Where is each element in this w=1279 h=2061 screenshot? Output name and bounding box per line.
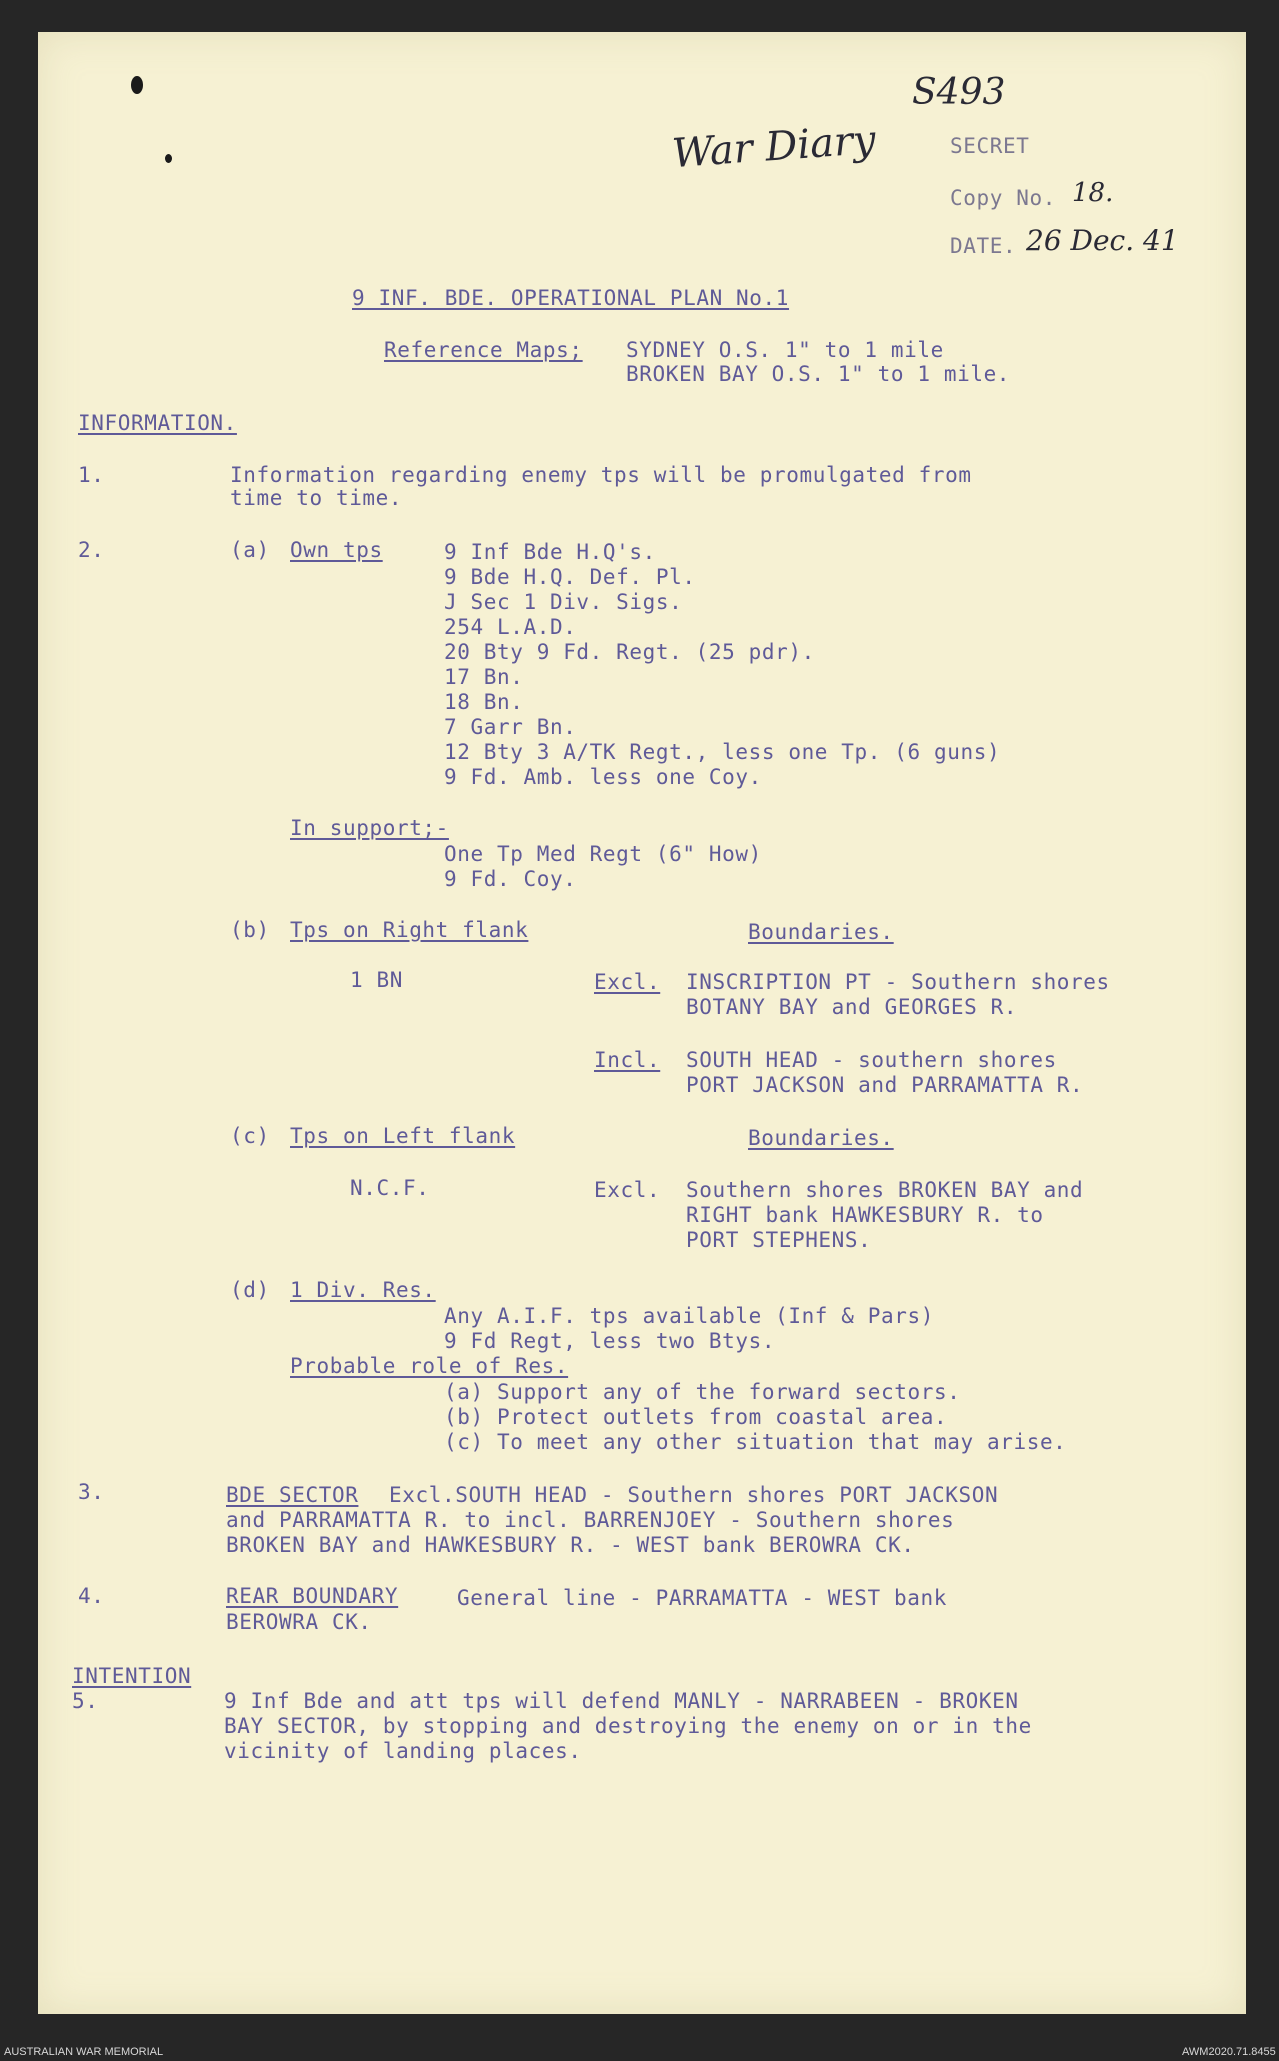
intention-line-2: BAY SECTOR, by stopping and destroying the enemy on or in the (224, 1714, 1032, 1738)
para-3-line-3: BROKEN BAY and HAWKESBURY R. - WEST bank BEROWRA CK. (226, 1533, 915, 1557)
sub-d-label: (d) (230, 1278, 270, 1302)
own-tps-item: 9 Bde H.Q. Def. Pl. (444, 565, 696, 589)
para-3-number: 3. (78, 1480, 105, 1504)
right-excl-line-1: INSCRIPTION PT - Southern shores (686, 970, 1110, 994)
own-tps-item: 7 Garr Bn. (444, 715, 577, 739)
plan-title: 9 INF. BDE. OPERATIONAL PLAN No.1 (352, 286, 790, 310)
role-item: (b) Protect outlets from coastal area. (444, 1405, 948, 1429)
role-item: (c) To meet any other situation that may arise. (444, 1430, 1067, 1454)
right-excl-label: Excl. (594, 970, 661, 994)
reference-maps-label: Reference Maps; (384, 338, 583, 362)
boundaries-heading-right: Boundaries. (748, 920, 894, 944)
support-item: One Tp Med Regt (6" How) (444, 842, 762, 866)
left-excl-label: Excl. (594, 1178, 661, 1202)
intention-heading: INTENTION (72, 1664, 192, 1688)
para-1-line-2: time to time. (230, 486, 403, 510)
reference-map-broken-bay: BROKEN BAY O.S. 1" to 1 mile. (626, 362, 1011, 386)
para-5-number: 5. (72, 1689, 99, 1713)
sub-b-label: (b) (230, 918, 270, 942)
para-3-line-1: Excl.SOUTH HEAD - Southern shores PORT JACKSON (389, 1483, 999, 1507)
punch-hole-top (131, 76, 143, 94)
para-4-line-2: BEROWRA CK. (226, 1610, 372, 1634)
left-excl-line-3: PORT STEPHENS. (686, 1228, 872, 1252)
right-flank-label: Tps on Right flank (290, 918, 529, 942)
right-incl-line-1: SOUTH HEAD - southern shores (686, 1048, 1057, 1072)
own-tps-item: 254 L.A.D. (444, 615, 577, 639)
own-tps-item: 9 Inf Bde H.Q's. (444, 540, 656, 564)
footer-source: AUSTRALIAN WAR MEMORIAL (4, 2046, 164, 2058)
own-tps-item: 17 Bn. (444, 665, 524, 689)
para-2-number: 2. (78, 538, 105, 562)
para-3-line-2: and PARRAMATTA R. to incl. BARRENJOEY - Southern shores (226, 1508, 955, 1532)
copy-label: Copy No. (950, 186, 1056, 210)
own-tps-item: 18 Bn. (444, 690, 524, 714)
support-item: 9 Fd. Coy. (444, 867, 577, 891)
sub-c-label: (c) (230, 1124, 270, 1148)
left-excl-line-1: Southern shores BROKEN BAY and (686, 1178, 1084, 1202)
para-1-number: 1. (78, 463, 105, 487)
para-4-line-1: General line - PARRAMATTA - WEST bank (457, 1586, 947, 1610)
rear-boundary-label: REAR BOUNDARY (226, 1584, 399, 1608)
handwritten-folio-number: S493 (912, 72, 1006, 113)
right-excl-line-2: BOTANY BAY and GEORGES R. (686, 995, 1018, 1019)
footer-reference: AWM2020.71.8455 (1182, 2046, 1276, 2058)
right-flank-unit: 1 BN (350, 968, 403, 992)
right-incl-line-2: PORT JACKSON and PARRAMATTA R. (686, 1073, 1084, 1097)
date-label: DATE. (950, 234, 1017, 258)
copy-number: 18. (1072, 178, 1114, 208)
intention-line-1: 9 Inf Bde and att tps will defend MANLY - NARRABEEN - BROKEN (224, 1689, 1019, 1713)
bde-sector-label: BDE SECTOR (226, 1483, 359, 1507)
date-value: 26 Dec. 41 (1026, 224, 1179, 257)
right-incl-label: Incl. (594, 1048, 661, 1072)
own-tps-item: 20 Bty 9 Fd. Regt. (25 pdr). (444, 640, 815, 664)
left-excl-line-2: RIGHT bank HAWKESBURY R. to (686, 1203, 1044, 1227)
in-support-label: In support;- (290, 816, 449, 840)
secret-label: SECRET (950, 134, 1030, 158)
intention-line-3: vicinity of landing places. (224, 1739, 582, 1763)
div-res-label: 1 Div. Res. (290, 1278, 436, 1302)
boundaries-heading-left: Boundaries. (748, 1126, 894, 1150)
left-flank-unit: N.C.F. (350, 1176, 430, 1200)
handwritten-title: War Diary (670, 116, 878, 178)
div-res-item: Any A.I.F. tps available (Inf & Pars) (444, 1304, 934, 1328)
own-tps-item: J Sec 1 Div. Sigs. (444, 590, 683, 614)
reference-map-sydney: SYDNEY O.S. 1" to 1 mile (626, 338, 944, 362)
information-heading: INFORMATION. (78, 411, 237, 435)
own-tps-label: Own tps (290, 538, 383, 562)
sub-a-label: (a) (230, 538, 270, 562)
probable-role-label: Probable role of Res. (290, 1354, 569, 1378)
para-4-number: 4. (78, 1584, 105, 1608)
own-tps-item: 12 Bty 3 A/TK Regt., less one Tp. (6 guns) (444, 740, 1001, 764)
own-tps-item: 9 Fd. Amb. less one Coy. (444, 765, 762, 789)
punch-hole-bottom (165, 154, 172, 163)
left-flank-label: Tps on Left flank (290, 1124, 516, 1148)
role-item: (a) Support any of the forward sectors. (444, 1380, 961, 1404)
para-1-line-1: Information regarding enemy tps will be promulgated from (230, 463, 972, 487)
div-res-item: 9 Fd Regt, less two Btys. (444, 1329, 776, 1353)
